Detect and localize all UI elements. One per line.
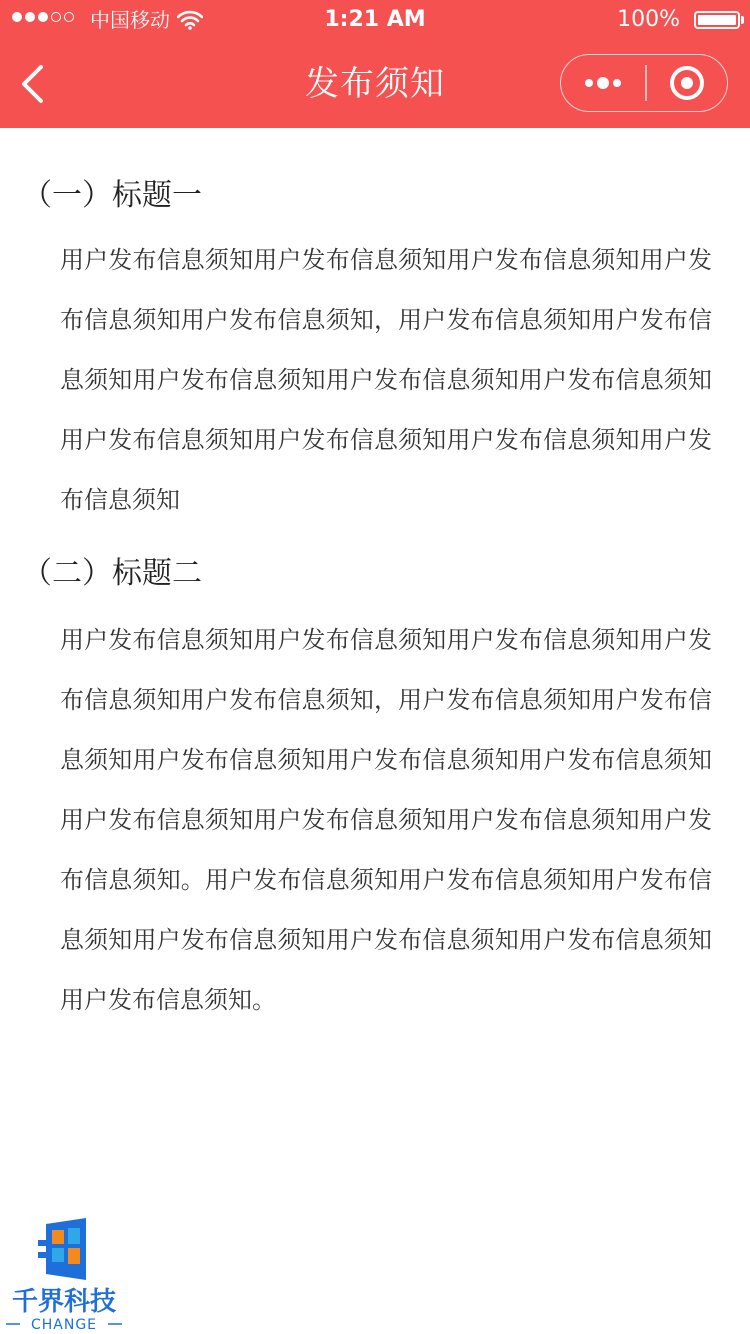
logo-subtext: CHANGE bbox=[30, 1317, 98, 1333]
page-title: 发布须知 bbox=[305, 64, 445, 104]
status-time: 1:21 AM bbox=[324, 7, 426, 32]
section-title: （二）标题二 bbox=[22, 556, 202, 591]
company-logo bbox=[0, 1212, 130, 1334]
battery-level bbox=[698, 15, 736, 25]
section-body: 用户发布信息须知用户发布信息须知用户发布信息须知用户发布信息须知用户发布信息须知，用户发布信息须知用户发布信息须知用户发布信息须知用户发布信息须知用户发布信息须知用户发布信息须知用户发布信息须知用户发布信息须知用户发布信息须知。用户发布信息须知用户发布信息须知用户发布信息须知用户发布信息须知用户发布信息须知用户发布信息须知用户发布信息须知。 bbox=[60, 626, 712, 1014]
section-body: 用户发布信息须知用户发布信息须知用户发布信息须知用户发布信息须知用户发布信息须知，用户发布信息须知用户发布信息须知用户发布信息须知用户发布信息须知用户发布信息须知用户发布信息须知用户发布信息须知用户发布信息须知用户发布信息须知 bbox=[60, 246, 712, 514]
target-close-icon bbox=[669, 65, 705, 101]
header bbox=[0, 0, 750, 128]
status-bar bbox=[0, 0, 750, 40]
battery-percent: 100% bbox=[617, 7, 680, 32]
battery-cap bbox=[741, 16, 744, 24]
more-button[interactable] bbox=[561, 55, 645, 111]
carrier-name: 中国移动 bbox=[90, 8, 170, 32]
battery-icon bbox=[694, 11, 740, 29]
section-title: （一）标题一 bbox=[22, 178, 202, 213]
close-button[interactable] bbox=[647, 55, 728, 111]
capsule-menu bbox=[560, 54, 728, 112]
more-dots-icon bbox=[583, 77, 623, 89]
logo-text: 千界科技 bbox=[11, 1287, 117, 1317]
nav-bar bbox=[0, 40, 750, 128]
